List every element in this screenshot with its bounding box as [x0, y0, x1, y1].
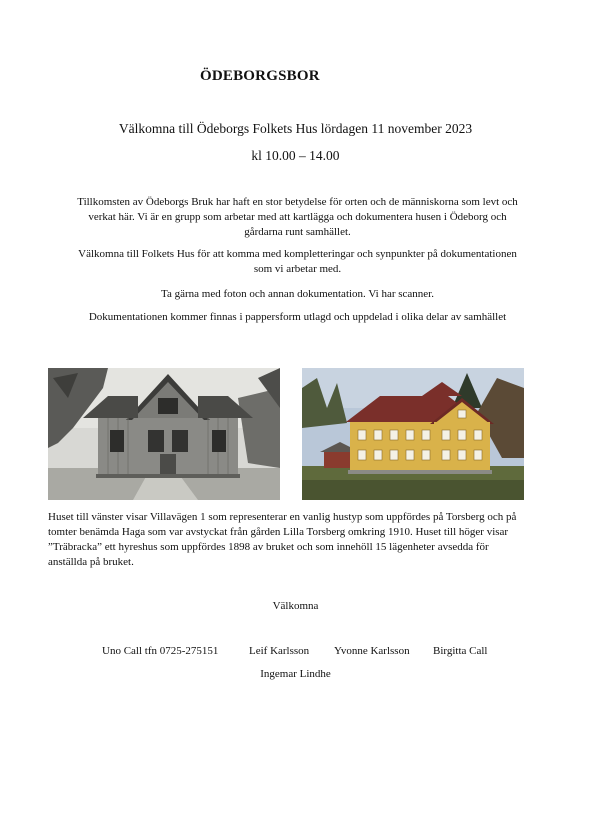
closing-text: Välkomna [272, 600, 319, 612]
documentation-paragraph: Dokumentationen kommer finnas i pappersform utlagd och uppdelad i olika delar av samhället [88, 311, 507, 323]
contact-birgitta: Birgitta Call [433, 645, 488, 657]
contact-ingemar: Ingemar Lindhe [260, 668, 331, 680]
contact-uno: Uno Call tfn 0725-275151 [102, 645, 219, 657]
page-title: ÖDEBORGSBOR [200, 68, 320, 84]
old-wooden-house-photo [48, 368, 280, 500]
bring-photos-paragraph: Ta gärna med foton och annan dokumentation. Vi har scanner. [161, 288, 434, 300]
contact-yvonne: Yvonne Karlsson [334, 645, 410, 657]
photo-caption: Huset till vänster visar Villavägen 1 som representerar en vanlig hustyp som uppfördes på Torsberg och på tomter benämda Haga som var avstyckat från gården Lilla Torsberg omkring 1910. Huset till höger visar ”Träbracka” ett hyreshus som uppfördes 1898 av bruket och som innehöll 15 lägenheter avsedda för anställda på bruket. [48, 511, 517, 568]
invite-line-date: Välkomna till Ödeborgs Folkets Hus lördagen 11 november 2023 [118, 121, 473, 136]
invitation-paragraph: Välkomna till Folkets Hus för att komma med kompletteringar och synpunkter på dokumentationen som vi arbetar med. [78, 248, 517, 275]
contact-leif: Leif Karlsson [249, 645, 310, 657]
yellow-apartment-house-photo [302, 368, 524, 500]
contact-list [0, 645, 591, 661]
intro-paragraph: Tillkomsten av Ödeborgs Bruk har haft en stor betydelse för orten och de människorna som levt och verkat här. Vi är en grupp som arbetar med att kartlägga och dokumentera husen i Ödeborg och gårdarna runt samhället. [77, 196, 518, 238]
invite-line-time: kl 10.00 – 14.00 [251, 148, 340, 163]
